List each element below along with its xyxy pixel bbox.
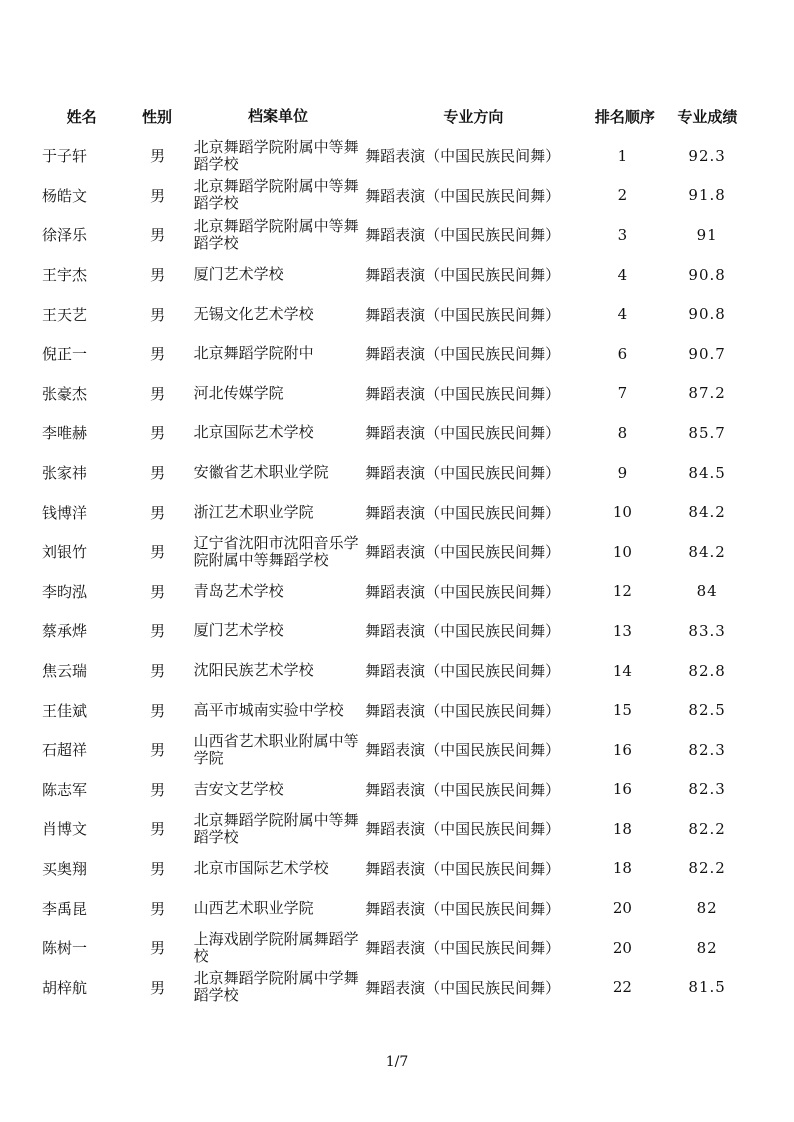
results-table (40, 96, 756, 1007)
cell-gender: 男 (150, 622, 166, 641)
cell-name: 肖博文 (42, 820, 88, 839)
cell-gender: 男 (150, 741, 166, 760)
table-row (40, 967, 756, 1007)
table-row (40, 176, 756, 216)
cell-major: 舞蹈表演（中国民族民间舞） (365, 662, 561, 681)
cell-gender: 男 (150, 859, 166, 878)
cell-gender: 男 (150, 978, 166, 997)
cell-rank: 1 (617, 146, 628, 165)
header-name: 姓名 (66, 107, 97, 126)
table-row (40, 928, 756, 968)
cell-rank: 10 (612, 542, 632, 561)
cell-score: 81.5 (688, 978, 726, 997)
cell-major: 舞蹈表演（中国民族民间舞） (365, 503, 561, 522)
cell-major: 舞蹈表演（中国民族民间舞） (365, 186, 561, 205)
cell-rank: 20 (612, 938, 632, 957)
table-row (40, 136, 756, 176)
cell-gender: 男 (150, 582, 166, 601)
cell-score: 82.2 (688, 859, 726, 878)
cell-score: 84 (696, 582, 718, 601)
cell-gender: 男 (150, 899, 166, 918)
cell-name: 陈志军 (42, 780, 88, 799)
table-row (40, 770, 756, 810)
cell-gender: 男 (150, 424, 166, 443)
cell-score: 90.8 (688, 305, 726, 324)
cell-archive-unit: 河北传媒学院 (193, 383, 284, 402)
cell-archive-unit: 厦门艺术学校 (193, 265, 284, 284)
cell-archive-unit: 上海戏剧学院附属舞蹈学校 (193, 929, 359, 965)
cell-name: 杨皓文 (42, 186, 88, 205)
cell-name: 蔡承烨 (42, 622, 88, 641)
cell-gender: 男 (150, 820, 166, 839)
table-row (40, 809, 756, 849)
cell-archive-unit: 浙江艺术职业学院 (193, 502, 314, 521)
cell-name: 王佳斌 (42, 701, 88, 720)
cell-archive-unit: 吉安文艺学校 (193, 779, 284, 798)
table-row (40, 453, 756, 493)
cell-archive-unit: 沈阳民族艺术学校 (193, 661, 314, 680)
cell-archive-unit: 北京国际艺术学校 (193, 423, 314, 442)
cell-archive-unit: 北京舞蹈学院附属中等舞蹈学校 (193, 216, 359, 252)
cell-major: 舞蹈表演（中国民族民间舞） (365, 899, 561, 918)
cell-score: 87.2 (688, 384, 726, 403)
table-row (40, 215, 756, 255)
cell-archive-unit: 山西艺术职业学院 (193, 898, 314, 917)
cell-major: 舞蹈表演（中国民族民间舞） (365, 543, 561, 562)
table-row (40, 413, 756, 453)
cell-major: 舞蹈表演（中国民族民间舞） (365, 820, 561, 839)
table-row (40, 611, 756, 651)
cell-major: 舞蹈表演（中国民族民间舞） (365, 147, 561, 166)
cell-rank: 2 (617, 186, 628, 205)
table-row (40, 294, 756, 334)
table-row (40, 888, 756, 928)
cell-major: 舞蹈表演（中国民族民间舞） (365, 622, 561, 641)
cell-name: 于子轩 (42, 147, 88, 166)
cell-rank: 15 (612, 701, 632, 720)
cell-name: 李唯赫 (42, 424, 88, 443)
page-number: 1/7 (385, 1054, 409, 1070)
cell-archive-unit: 北京舞蹈学院附属中等舞蹈学校 (193, 137, 359, 173)
cell-archive-unit: 辽宁省沈阳市沈阳音乐学院附属中等舞蹈学校 (193, 533, 359, 569)
cell-gender: 男 (150, 701, 166, 720)
cell-major: 舞蹈表演（中国民族民间舞） (365, 384, 561, 403)
cell-name: 刘银竹 (42, 543, 88, 562)
cell-name: 王宇杰 (42, 266, 88, 285)
cell-major: 舞蹈表演（中国民族民间舞） (365, 939, 561, 958)
header-score: 专业成绩 (677, 107, 738, 126)
cell-archive-unit: 无锡文化艺术学校 (193, 304, 314, 323)
cell-score: 84.2 (688, 542, 726, 561)
cell-archive-unit: 北京市国际艺术学校 (193, 858, 329, 877)
cell-gender: 男 (150, 305, 166, 324)
cell-gender: 男 (150, 186, 166, 205)
cell-major: 舞蹈表演（中国民族民间舞） (365, 741, 561, 760)
cell-major: 舞蹈表演（中国民族民间舞） (365, 780, 561, 799)
table-row (40, 374, 756, 414)
cell-rank: 4 (617, 265, 628, 284)
cell-score: 82.8 (688, 661, 726, 680)
header-gender: 性别 (142, 107, 173, 126)
cell-archive-unit: 北京舞蹈学院附中 (193, 344, 314, 363)
cell-gender: 男 (150, 503, 166, 522)
cell-gender: 男 (150, 384, 166, 403)
cell-name: 张家祎 (42, 464, 88, 483)
cell-name: 张豪杰 (42, 384, 88, 403)
cell-name: 焦云瑞 (42, 662, 88, 681)
cell-archive-unit: 厦门艺术学校 (193, 621, 284, 640)
table-row (40, 492, 756, 532)
cell-archive-unit: 山西省艺术职业附属中等学院 (193, 731, 359, 767)
table-row (40, 651, 756, 691)
cell-rank: 3 (617, 225, 628, 244)
cell-gender: 男 (150, 266, 166, 285)
cell-archive-unit: 北京舞蹈学院附属中等舞蹈学校 (193, 177, 359, 213)
cell-rank: 16 (612, 780, 632, 799)
cell-gender: 男 (150, 345, 166, 364)
cell-name: 钱博洋 (42, 503, 88, 522)
cell-major: 舞蹈表演（中国民族民间舞） (365, 424, 561, 443)
cell-score: 82 (696, 899, 718, 918)
cell-archive-unit: 青岛艺术学校 (193, 581, 284, 600)
cell-score: 84.5 (688, 463, 726, 482)
cell-rank: 12 (612, 582, 632, 601)
cell-score: 84.2 (688, 503, 726, 522)
table-row (40, 532, 756, 572)
cell-name: 买奥翔 (42, 859, 88, 878)
cell-rank: 4 (617, 305, 628, 324)
header-major: 专业方向 (443, 107, 504, 126)
cell-name: 石超祥 (42, 741, 88, 760)
cell-rank: 14 (612, 661, 632, 680)
cell-score: 85.7 (688, 423, 726, 442)
cell-rank: 10 (612, 503, 632, 522)
cell-rank: 18 (612, 819, 632, 838)
table-row (40, 255, 756, 295)
cell-archive-unit: 北京舞蹈学院附属中等舞蹈学校 (193, 810, 359, 846)
cell-rank: 7 (617, 384, 628, 403)
cell-name: 倪正一 (42, 345, 88, 364)
cell-rank: 18 (612, 859, 632, 878)
cell-name: 李禹昆 (42, 899, 88, 918)
cell-major: 舞蹈表演（中国民族民间舞） (365, 305, 561, 324)
cell-score: 82.5 (688, 701, 726, 720)
cell-score: 82.3 (688, 780, 726, 799)
cell-rank: 9 (617, 463, 628, 482)
cell-score: 82.2 (688, 819, 726, 838)
table-row (40, 730, 756, 770)
cell-rank: 22 (612, 978, 632, 997)
cell-gender: 男 (150, 464, 166, 483)
table-row (40, 572, 756, 612)
cell-score: 92.3 (688, 146, 726, 165)
cell-name: 陈树一 (42, 939, 88, 958)
cell-gender: 男 (150, 147, 166, 166)
cell-gender: 男 (150, 662, 166, 681)
cell-archive-unit: 北京舞蹈学院附属中学舞蹈学校 (193, 969, 359, 1005)
cell-score: 82.3 (688, 740, 726, 759)
cell-name: 李昀泓 (42, 582, 88, 601)
cell-score: 91.8 (688, 186, 726, 205)
cell-archive-unit: 安徽省艺术职业学院 (193, 463, 329, 482)
cell-major: 舞蹈表演（中国民族民间舞） (365, 859, 561, 878)
cell-gender: 男 (150, 780, 166, 799)
cell-rank: 16 (612, 740, 632, 759)
header-rank: 排名顺序 (594, 107, 655, 126)
cell-major: 舞蹈表演（中国民族民间舞） (365, 464, 561, 483)
cell-score: 83.3 (688, 621, 726, 640)
cell-major: 舞蹈表演（中国民族民间舞） (365, 582, 561, 601)
cell-major: 舞蹈表演（中国民族民间舞） (365, 345, 561, 364)
table-row (40, 334, 756, 374)
cell-archive-unit: 高平市城南实验中学校 (193, 700, 344, 719)
cell-name: 胡梓航 (42, 978, 88, 997)
cell-major: 舞蹈表演（中国民族民间舞） (365, 978, 561, 997)
cell-score: 90.8 (688, 265, 726, 284)
cell-gender: 男 (150, 939, 166, 958)
table-header (40, 96, 756, 136)
cell-rank: 8 (617, 423, 628, 442)
cell-major: 舞蹈表演（中国民族民间舞） (365, 226, 561, 245)
cell-score: 82 (696, 938, 718, 957)
cell-score: 90.7 (688, 344, 726, 363)
cell-gender: 男 (150, 543, 166, 562)
table-body (40, 136, 756, 1007)
cell-rank: 13 (612, 621, 632, 640)
cell-gender: 男 (150, 226, 166, 245)
cell-rank: 6 (617, 344, 628, 363)
cell-major: 舞蹈表演（中国民族民间舞） (365, 266, 561, 285)
table-row (40, 690, 756, 730)
cell-major: 舞蹈表演（中国民族民间舞） (365, 701, 561, 720)
cell-name: 王天艺 (42, 305, 88, 324)
table-row (40, 849, 756, 889)
cell-name: 徐泽乐 (42, 226, 88, 245)
cell-score: 91 (696, 225, 718, 244)
header-archive-unit: 档案单位 (248, 106, 309, 125)
cell-rank: 20 (612, 899, 632, 918)
